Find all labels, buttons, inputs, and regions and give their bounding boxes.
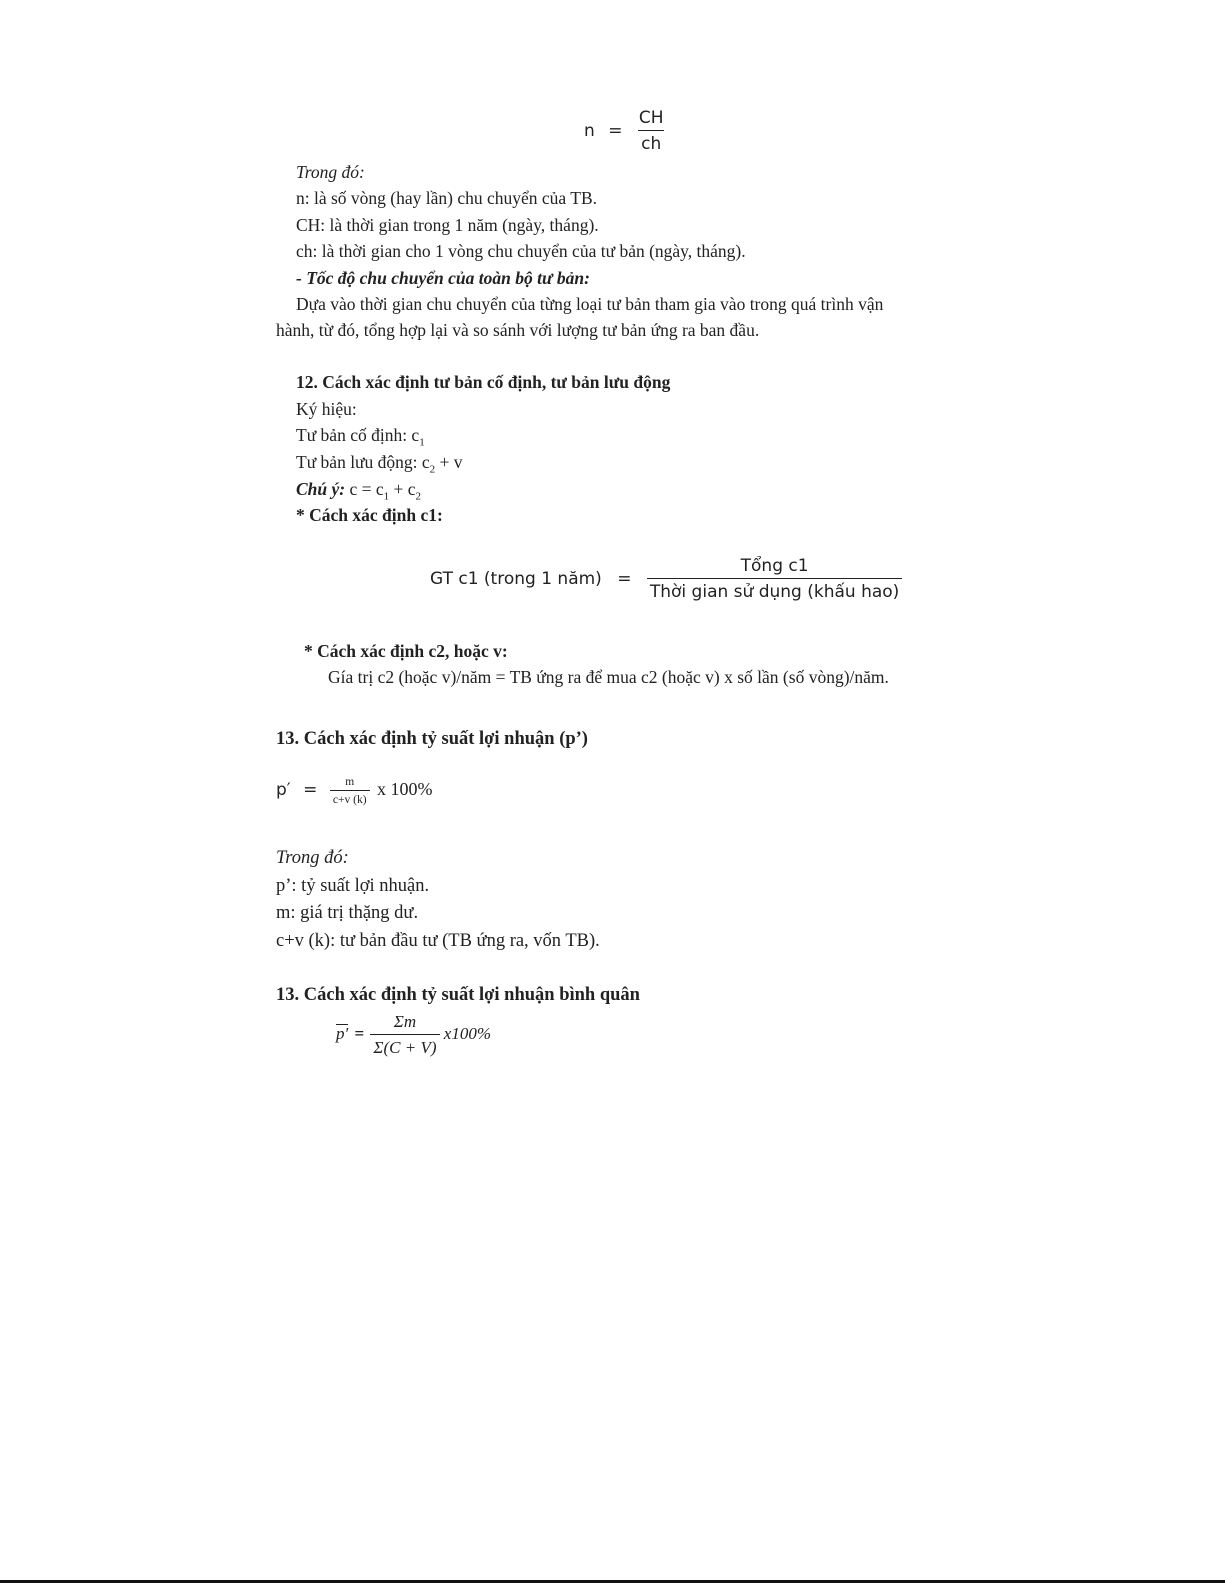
turnover-para-line-2: hành, từ đó, tổng hợp lại và so sánh với lượng tư bản ứng ra ban đầu. [276, 320, 760, 340]
ky-hieu-label: Ký hiệu: [296, 399, 357, 419]
turnover-line-2: CH: là thời gian trong 1 năm (ngày, tháng). [296, 215, 599, 235]
formula-avg-eq: = [354, 1023, 365, 1043]
formula-avg-lhs: p′ [336, 1023, 349, 1043]
turnover-line-3: ch: là thời gian cho 1 vòng chu chuyển của tư bản (ngày, tháng). [296, 241, 746, 261]
formula-c1-denominator: Thời gian sử dụng (khấu hao) [647, 578, 902, 602]
formula-avg-fraction [370, 1012, 439, 1058]
formula-p-eq: = [303, 780, 318, 801]
fixed-capital-line: Tư bản cố định: $c_1$ [296, 425, 425, 449]
c2-heading: * Cách xác định c2, hoặc v: [304, 641, 508, 661]
trong-do-label-2: Trong đó: [276, 848, 349, 868]
c1-heading: * Cách xác định c1: [296, 505, 443, 525]
formula-n-eq: = [608, 121, 623, 141]
profit-line-1: p’: tỷ suất lợi nhuận. [276, 876, 430, 896]
circulating-capital-line: Tư bản lưu động: $c_2 + v$ [296, 452, 463, 476]
turnover-para-line-1: Dựa vào thời gian chu chuyển của từng loại tư bản tham gia vào trong quá trình vận [296, 294, 884, 314]
formula-c1-eq: = [617, 569, 632, 589]
formula-avg-tail: x100% [443, 1023, 491, 1043]
formula-n-numerator: CH [638, 108, 664, 128]
note-line: Chú ý: $c = c_1 + c_2$ [296, 479, 422, 503]
formula-c1-lhs: GT c1 (trong 1 năm) [430, 569, 602, 589]
formula-p-numerator: m [345, 776, 355, 788]
formula-p-tail: x 100% [377, 779, 433, 800]
turnover-speed-heading: - Tốc độ chu chuyển của toàn bộ tư bản: [296, 268, 590, 288]
formula-n-denominator: ch [638, 130, 664, 154]
formula-p-fraction [330, 776, 370, 806]
formula-p [276, 776, 433, 806]
formula-p-denominator: c+v (k) [330, 790, 370, 806]
page-bottom-border [0, 1580, 1225, 1583]
formula-avg-profit [336, 1012, 491, 1058]
profit-line-3: c+v (k): tư bản đầu tư (TB ứng ra, vốn TB). [276, 931, 600, 951]
trong-do-label-1: Trong đó: [296, 162, 365, 182]
formula-p-lhs: p′ [276, 780, 291, 801]
formula-n [584, 108, 667, 154]
formula-c1-fraction [647, 556, 902, 602]
formula-c1 [430, 556, 902, 602]
profit-line-2: m: giá trị thặng dư. [276, 903, 419, 923]
formula-c1-numerator: Tổng c1 [740, 556, 809, 576]
section-12-title: 12. Cách xác định tư bản cố định, tư bản lưu động [296, 372, 671, 392]
formula-n-lhs: n [584, 121, 595, 141]
turnover-line-1: n: là số vòng (hay lần) chu chuyển của TB. [296, 188, 597, 208]
formula-n-fraction [636, 108, 667, 154]
section-13a-title: 13. Cách xác định tỷ suất lợi nhuận (p’) [276, 729, 588, 749]
formula-avg-numerator: Σm [393, 1012, 417, 1031]
formula-avg-denominator: Σ(C + V) [370, 1034, 439, 1058]
section-13b-title: 13. Cách xác định tỷ suất lợi nhuận bình quân [276, 985, 640, 1005]
c2-text: Gía trị c2 (hoặc v)/năm = TB ứng ra để mua c2 (hoặc v) x số lần (số vòng)/năm. [328, 667, 889, 687]
